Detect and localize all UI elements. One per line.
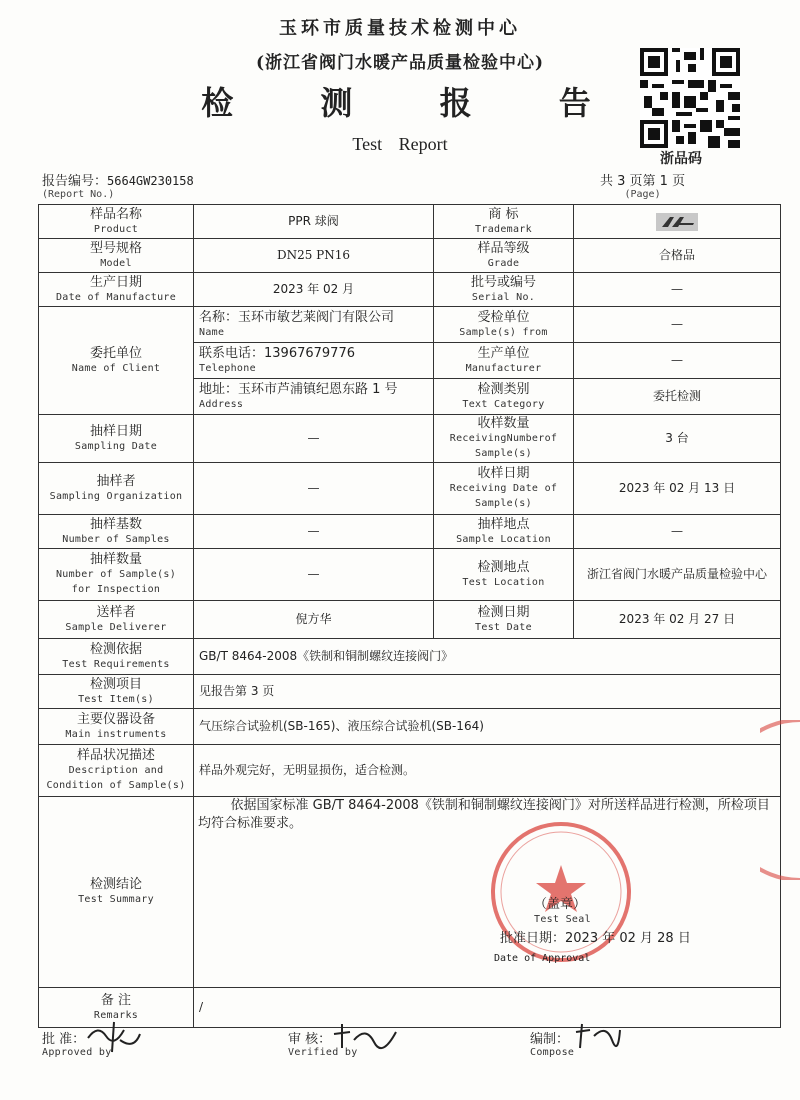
- approval-date-en: Date of Approval: [494, 953, 591, 964]
- number-samples-value: —: [194, 515, 434, 549]
- partial-stamp-icon: [760, 720, 800, 880]
- deliverer-value: 倪方华: [194, 601, 434, 639]
- remarks-value: /: [194, 988, 781, 1028]
- product-value: PPR 球阀: [194, 205, 434, 239]
- condition-value: 样品外观完好，无明显损伤，适合检测。: [194, 745, 781, 797]
- report-title-zh: 检 测 报 告: [201, 84, 629, 122]
- table-row: [39, 463, 781, 515]
- table-row: [39, 307, 781, 343]
- client-name: 名称：玉环市敏艺莱阀门有限公司 Name: [194, 307, 434, 343]
- condition-label: 样品状况描述 Description and Condition of Sample(s): [39, 745, 194, 797]
- report-title-en: Test Report: [352, 134, 448, 154]
- test-location-label: 检测地点 Test Location: [434, 549, 574, 601]
- table-row: [39, 675, 781, 709]
- table-row: [39, 709, 781, 745]
- manufacture-date-label: 生产日期 Date of Manufacture: [39, 273, 194, 307]
- receiving-date-label: 收样日期 Receiving Date of Sample(s): [434, 463, 574, 515]
- product-label: 样品名称 Product: [39, 205, 194, 239]
- qr-code-icon: [640, 48, 740, 148]
- table-row: [39, 601, 781, 639]
- instruments-label: 主要仪器设备 Main instruments: [39, 709, 194, 745]
- verifier-signature-icon: [330, 1020, 400, 1052]
- report-number: 报告编号：5664GW230158 (Report No.): [42, 174, 194, 200]
- trademark-label: 商 标 Trademark: [434, 205, 574, 239]
- test-category-label: 检测类别 Text Category: [434, 379, 574, 415]
- table-row: [39, 273, 781, 307]
- approver-signature-icon: [84, 1020, 144, 1056]
- model-label: 型号规格 Model: [39, 239, 194, 273]
- table-row: [39, 639, 781, 675]
- client-telephone: 联系电话：13967679776 Telephone: [194, 343, 434, 379]
- table-row: [39, 239, 781, 273]
- table-row: [39, 797, 781, 988]
- sample-location-label: 抽样地点 Sample Location: [434, 515, 574, 549]
- sample-location-value: —: [574, 515, 781, 549]
- brand-logo-icon: [656, 213, 698, 231]
- table-row: [39, 205, 781, 239]
- summary-label: 检测结论 Test Summary: [39, 797, 194, 988]
- summary-cell: [194, 797, 781, 988]
- table-row: [39, 988, 781, 1028]
- table-row: [39, 549, 781, 601]
- remarks-label: 备 注 Remarks: [39, 988, 194, 1028]
- receiving-number-value: 3 台: [574, 415, 781, 463]
- approval-date: 批准日期：2023 年 02 月 28 日: [500, 931, 691, 946]
- table-row: [39, 415, 781, 463]
- samples-inspection-value: —: [194, 549, 434, 601]
- samples-inspection-label: 抽样数量 Number of Sample(s) for Inspection: [39, 549, 194, 601]
- client-label: 委托单位 Name of Client: [39, 307, 194, 415]
- sampling-org-value: —: [194, 463, 434, 515]
- model-value: DN25 PN16: [194, 239, 434, 273]
- org-name: 玉环市质量技术检测中心: [279, 18, 521, 39]
- sampling-date-label: 抽样日期 Sampling Date: [39, 415, 194, 463]
- sample-from-label: 受检单位 Sample(s) from: [434, 307, 574, 343]
- deliverer-label: 送样者 Sample Deliverer: [39, 601, 194, 639]
- composer-signature-icon: [572, 1020, 622, 1052]
- number-samples-label: 抽样基数 Number of Samples: [39, 515, 194, 549]
- test-location-value: 浙江省阀门水暖产品质量检验中心: [574, 549, 781, 601]
- sampling-date-value: —: [194, 415, 434, 463]
- table-row: [39, 745, 781, 797]
- test-date-value: 2023 年 02 月 27 日: [574, 601, 781, 639]
- sample-from-value: —: [574, 307, 781, 343]
- test-items-label: 检测项目 Test Item(s): [39, 675, 194, 709]
- table-row: [39, 515, 781, 549]
- test-items-value: 见报告第 3 页: [194, 675, 781, 709]
- page-info: 共 3 页第 1 页 (Page): [600, 174, 686, 200]
- approved-by: 批 准： Approved by: [42, 1028, 112, 1058]
- serial-value: —: [574, 273, 781, 307]
- grade-label: 样品等级 Grade: [434, 239, 574, 273]
- manufacturer-label: 生产单位 Manufacturer: [434, 343, 574, 379]
- requirements-label: 检测依据 Test Requirements: [39, 639, 194, 675]
- report-table: [38, 204, 781, 1028]
- verified-by: 审 核： Verified by: [288, 1028, 358, 1058]
- compose-by: 编制： Compose: [530, 1028, 574, 1058]
- test-category-value: 委托检测: [574, 379, 781, 415]
- org-subname: (浙江省阀门水暖产品质量检验中心): [255, 53, 545, 73]
- seal-caption: （盖章） Test Seal: [534, 897, 591, 925]
- sampling-org-label: 抽样者 Sampling Organization: [39, 463, 194, 515]
- instruments-value: 气压综合试验机(SB-165)、液压综合试验机(SB-164): [194, 709, 781, 745]
- client-address: 地址：玉环市芦浦镇纪恩东路 1 号 Address: [194, 379, 434, 415]
- receiving-number-label: 收样数量 ReceivingNumberof Sample(s): [434, 415, 574, 463]
- manufacturer-value: —: [574, 343, 781, 379]
- summary-text: 依据国家标准 GB/T 8464-2008《铁制和铜制螺纹连接阀门》对所送样品进行检测，所检项目均符合标准要求。: [198, 798, 770, 831]
- receiving-date-value: 2023 年 02 月 13 日: [574, 463, 781, 515]
- serial-label: 批号或编号 Serial No.: [434, 273, 574, 307]
- grade-value: 合格品: [574, 239, 781, 273]
- qr-caption: 浙品码: [660, 151, 702, 167]
- test-date-label: 检测日期 Test Date: [434, 601, 574, 639]
- trademark-value: [574, 205, 781, 239]
- requirements-value: GB/T 8464-2008《铁制和铜制螺纹连接阀门》: [194, 639, 781, 675]
- manufacture-date-value: 2023 年 02 月: [194, 273, 434, 307]
